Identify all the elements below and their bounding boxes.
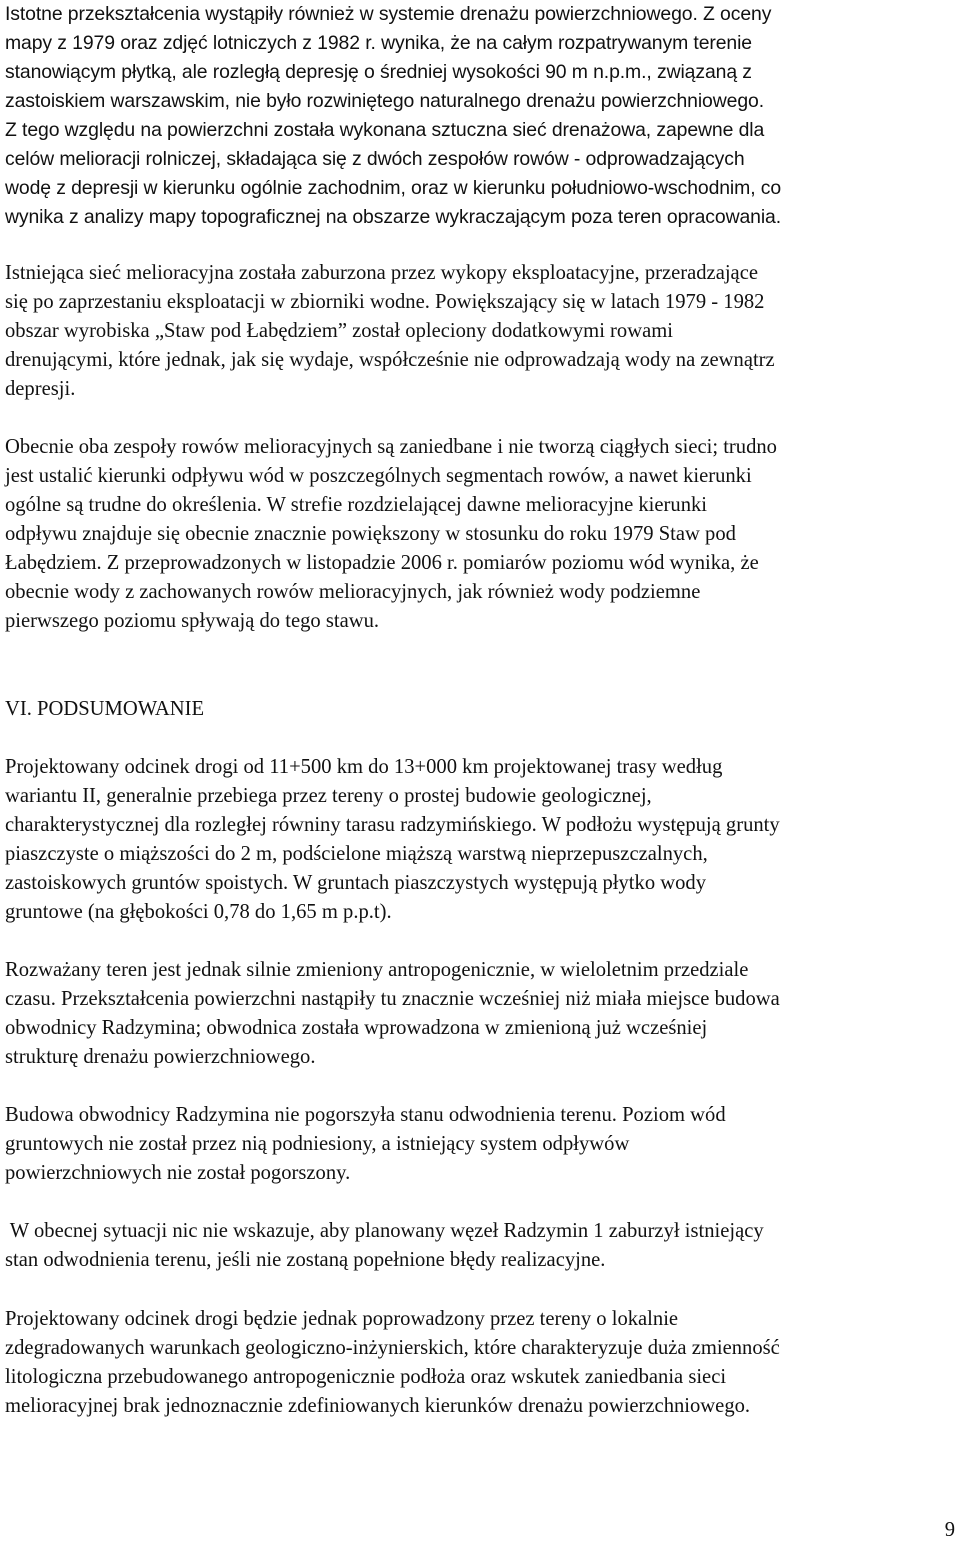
text-line: zastoiskowych gruntów spoistych. W gruntach piaszczystych występują płytko wody xyxy=(5,872,707,894)
text-line: Projektowany odcinek drogi od 11+500 km do 13+000 km projektowanej trasy według xyxy=(5,756,723,778)
text-line: wodę z depresji w kierunku ogólnie zachodnim, oraz w kierunku południowo-wschodnim, co xyxy=(5,177,782,199)
text-line: stan odwodnienia terenu, jeśli nie zostaną popełnione błędy realizacyjne. xyxy=(5,1249,606,1271)
text-line: obszar wyrobiska „Staw pod Łabędziem” został opleciony dodatkowymi rowami xyxy=(5,320,673,342)
text-line: czasu. Przekształcenia powierzchni nastąpiły tu znacznie wcześniej niż miała miejsce budowa xyxy=(5,988,780,1010)
text-line: strukturę drenażu powierzchniowego. xyxy=(5,1046,316,1068)
text-line: zastoiskiem warszawskim, nie było rozwiniętego naturalnego drenażu powierzchniowego. xyxy=(5,90,764,112)
text-line: obwodnicy Radzymina; obwodnica została wprowadzona w zmienioną już wcześniej xyxy=(5,1017,708,1039)
paragraph-junction-assessment xyxy=(5,1217,957,1275)
text-line: ogólne są trudne do określenia. W strefie rozdzielającej dawne melioracyjne kierunki xyxy=(5,494,708,516)
text-line: obecnie wody z zachowanych rowów melioracyjnych, jak również wody podziemne xyxy=(5,581,701,603)
text-line: charakterystycznej dla rozległej równiny tarasu radzymińskiego. W podłożu występują grunty xyxy=(5,814,780,836)
text-line: Budowa obwodnicy Radzymina nie pogorszyła stanu odwodnienia terenu. Poziom wód xyxy=(5,1104,726,1126)
paragraph-drainage-intro xyxy=(5,0,957,232)
text-line: Projektowany odcinek drogi będzie jednak poprowadzony przez tereny o lokalnie xyxy=(5,1308,679,1330)
paragraph-melioration-network xyxy=(5,259,957,404)
paragraph-geotechnical-conditions xyxy=(5,1305,957,1421)
text-line: Z tego względu na powierzchni została wykonana sztuczna sieć drenażowa, zapewne dla xyxy=(5,119,765,141)
text-line: zdegradowanych warunkach geologiczno-inżynierskich, które charakteryzuje duża zmienność xyxy=(5,1337,780,1359)
text-line: powierzchniowych nie został pogorszony. xyxy=(5,1162,351,1184)
text-line: gruntowych nie został przez nią podniesiony, a istniejący system odpływów xyxy=(5,1133,630,1155)
text-line: piaszczyste o miąższości do 2 m, podścielone miąższą warstwą nieprzepuszczalnych, xyxy=(5,843,708,865)
text-line: celów melioracji rolniczej, składająca się z dwóch zespołów rowów - odprowadzających xyxy=(5,148,745,170)
text-line: się po zaprzestaniu eksploatacji w zbiorniki wodne. Powiększający się w latach 1979 - 1982 xyxy=(5,291,765,313)
text-line: litologiczna przebudowanego antropogenicznie podłoża oraz wskutek zaniedbania sieci xyxy=(5,1366,727,1388)
text-line: odpływu znajduje się obecnie znacznie powiększony w stosunku do roku 1979 Staw pod xyxy=(5,523,736,545)
text-line: depresji. xyxy=(5,378,76,400)
text-line: Rozważany teren jest jednak silnie zmieniony antropogenicznie, w wieloletnim przedziale xyxy=(5,959,749,981)
paragraph-bypass-impact xyxy=(5,1101,957,1188)
section-heading xyxy=(5,695,957,724)
paragraph-anthropogenic-change xyxy=(5,956,957,1072)
text-line: gruntowe (na głębokości 0,78 do 1,65 m p.p.t). xyxy=(5,901,392,923)
text-line: Istotne przekształcenia wystąpiły również w systemie drenażu powierzchniowego. Z oceny xyxy=(5,3,772,25)
text-line: jest ustalić kierunki odpływu wód w poszczególnych segmentach rowów, a nawet kierunki xyxy=(5,465,752,487)
section-title: VI. PODSUMOWANIE xyxy=(5,698,205,720)
text-line: stanowiącym płytką, ale rozległą depresję o średniej wysokości 90 m n.p.m., związaną z xyxy=(5,61,752,83)
text-line: Istniejąca sieć melioracyjna została zaburzona przez wykopy eksploatacyjne, przeradzające xyxy=(5,262,758,284)
text-line: melioracyjnej brak jednoznacznie zdefiniowanych kierunków drenażu powierzchniowego. xyxy=(5,1395,751,1417)
text-line: mapy z 1979 oraz zdjęć lotniczych z 1982 r. wynika, że na całym rozpatrywanym terenie xyxy=(5,32,752,54)
text-line: drenującymi, które jednak, jak się wydaje, współcześnie nie odprowadzają wody na zewnątrz xyxy=(5,349,775,371)
text-line: Obecnie oba zespoły rowów melioracyjnych są zaniedbane i nie tworzą ciągłych sieci; trudno xyxy=(5,436,777,458)
text-line: wynika z analizy mapy topograficznej na obszarze wykraczającym poza teren opracowania. xyxy=(5,206,782,228)
text-line: Łabędziem. Z przeprowadzonych w listopadzie 2006 r. pomiarów poziomu wód wynika, że xyxy=(5,552,759,574)
page-number: 9 xyxy=(944,1519,955,1541)
text-line: wariantu II, generalnie przebiega przez tereny o prostej budowie geologicznej, xyxy=(5,785,652,807)
paragraph-road-section xyxy=(5,753,957,927)
paragraph-ditch-condition xyxy=(5,433,957,636)
text-line: pierwszego poziomu spływają do tego stawu. xyxy=(5,610,380,632)
text-line: W obecnej sytuacji nic nie wskazuje, aby planowany węzeł Radzymin 1 zaburzył istniejący xyxy=(5,1220,764,1242)
